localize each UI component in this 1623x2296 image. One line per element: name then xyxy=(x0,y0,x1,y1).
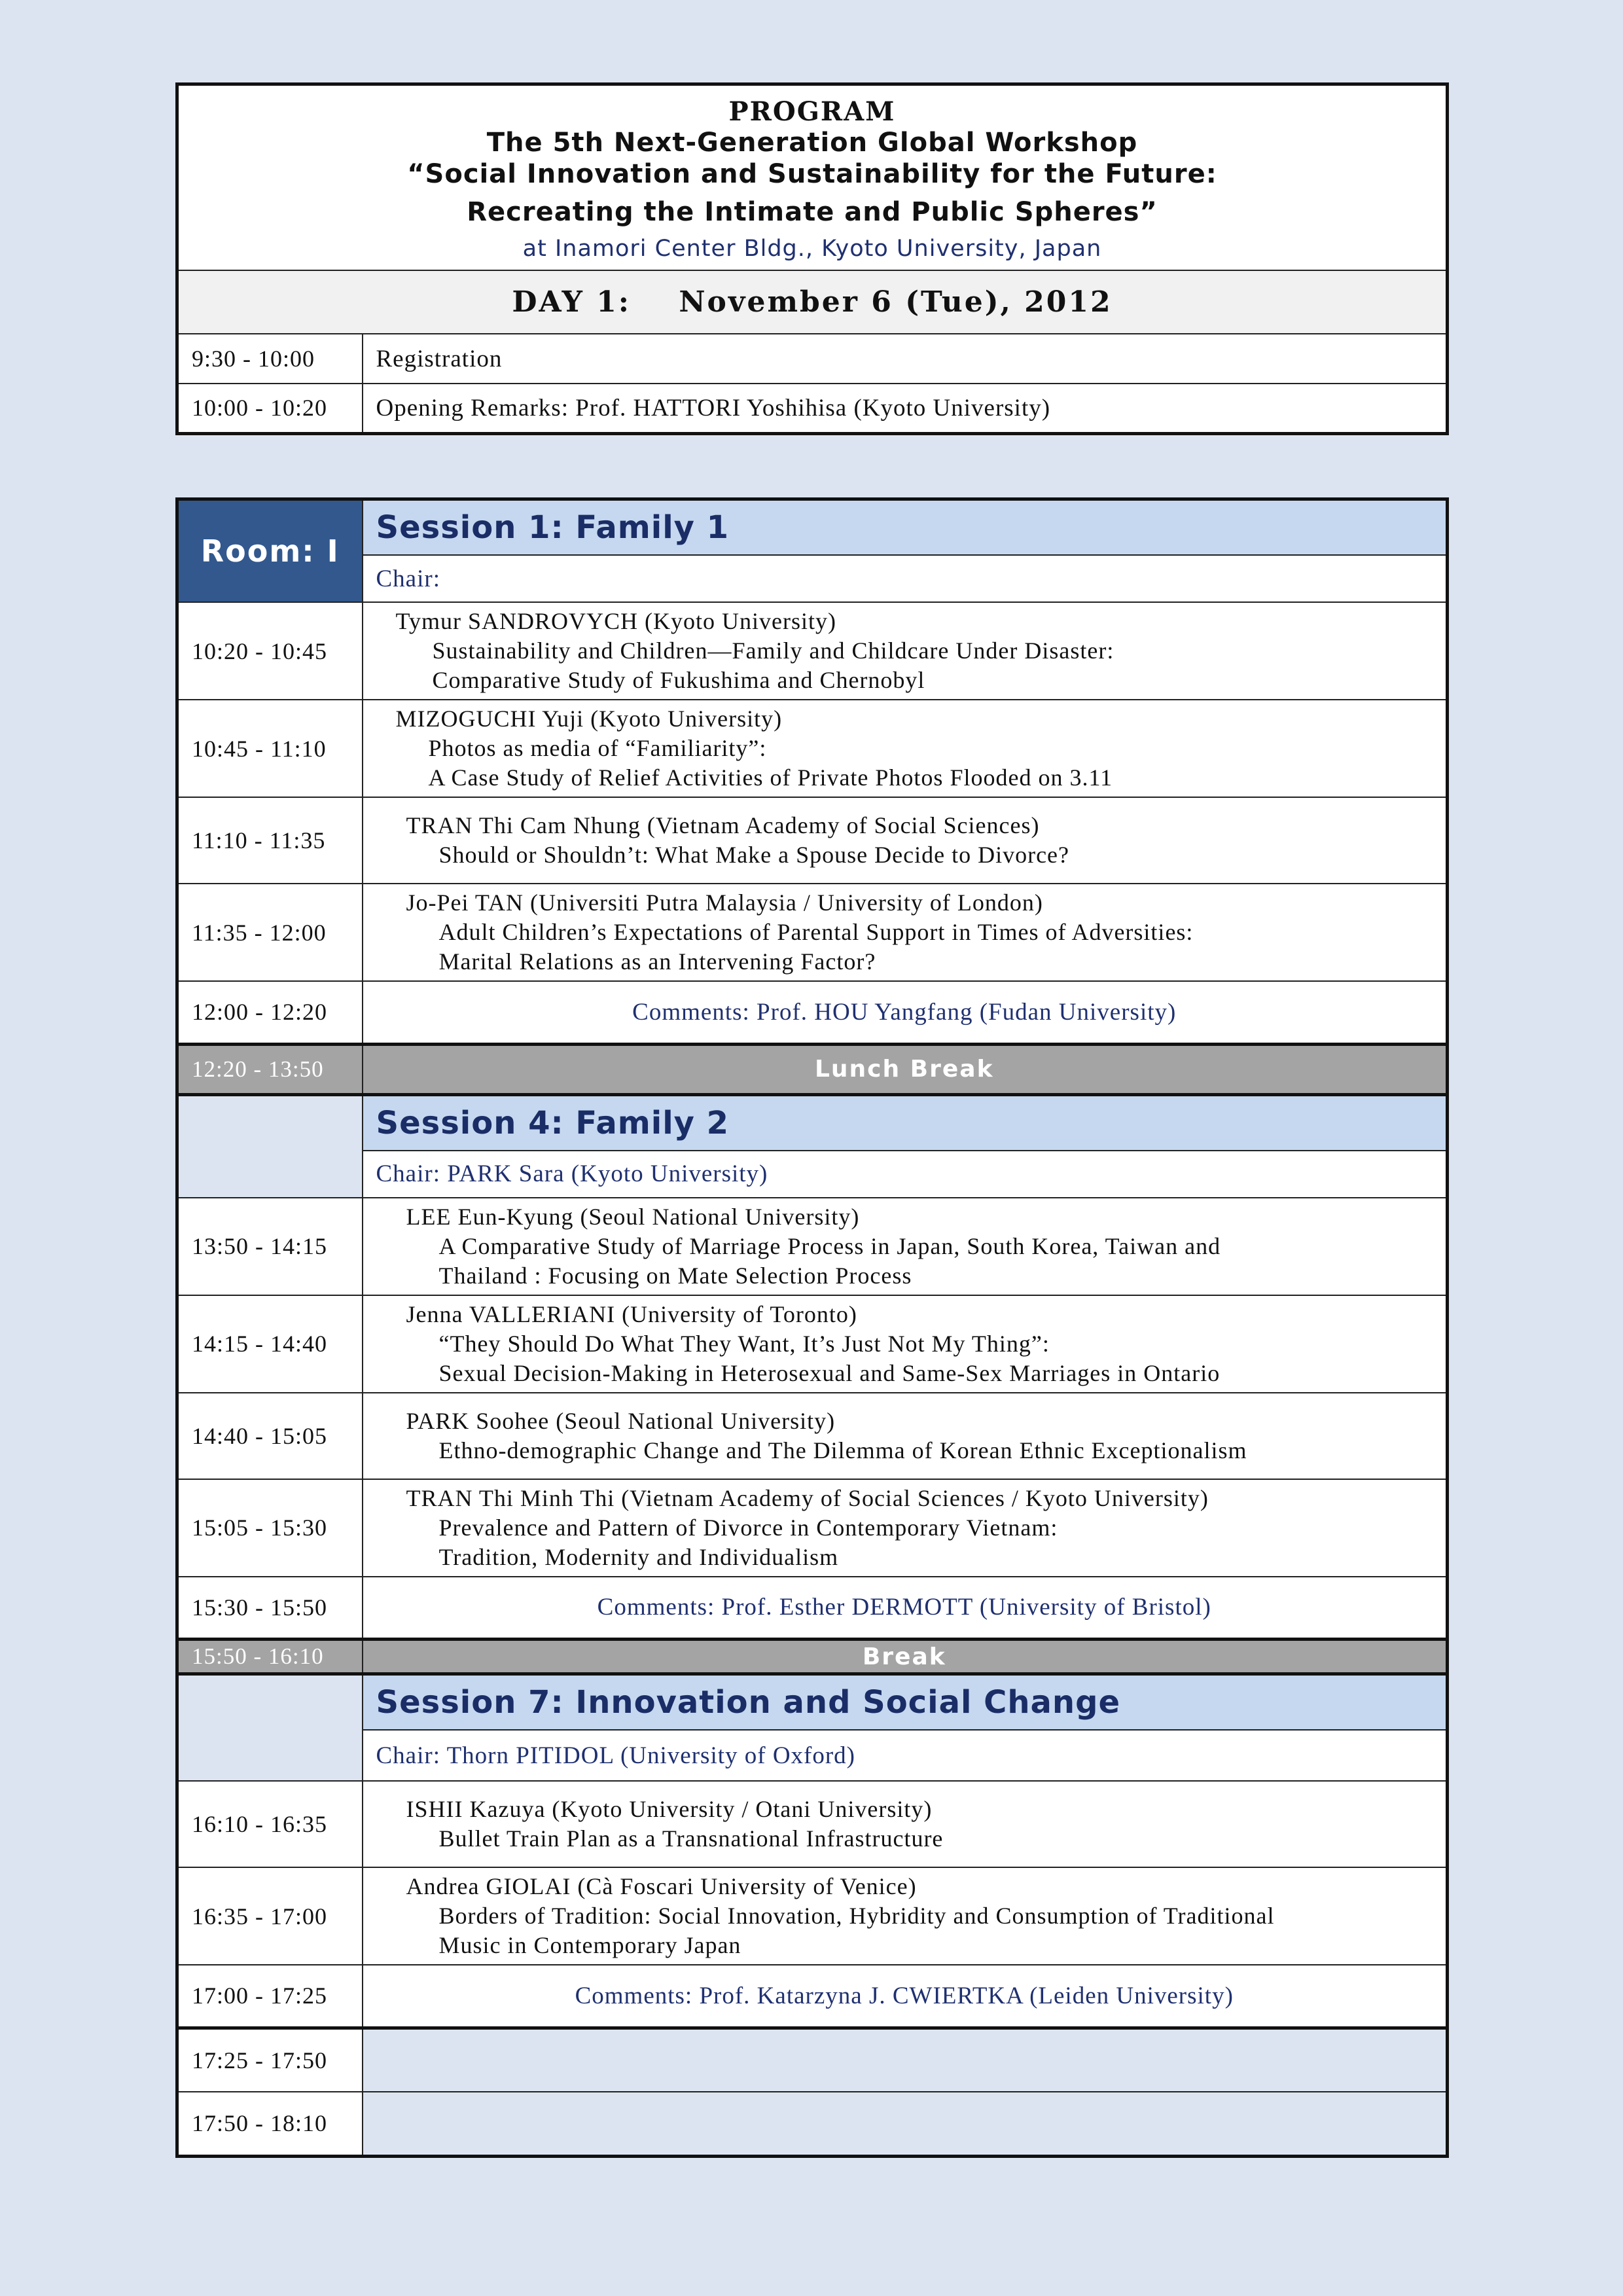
break-row xyxy=(177,1044,1448,1094)
program-title: PROGRAM xyxy=(728,96,896,127)
sessions-table xyxy=(175,497,1449,2158)
time-cell: 17:50 - 18:10 xyxy=(177,2092,363,2156)
time-cell: 14:40 - 15:05 xyxy=(177,1393,363,1479)
workshop-theme-line-1: “Social Innovation and Sustainability for the Future: xyxy=(407,159,1217,189)
time-cell: 10:00 - 10:20 xyxy=(177,384,363,433)
presenter: Tymur SANDROVYCH (Kyoto University) xyxy=(395,608,836,634)
presentation-title: Marital Relations as an Intervening Factor? xyxy=(438,948,876,975)
presenter: TRAN Thi Cam Nhung (Vietnam Academy of Social Sciences) xyxy=(406,812,1040,838)
presentation-row xyxy=(177,884,1448,981)
time-cell: 16:10 - 16:35 xyxy=(177,1781,363,1867)
presentation-title: Should or Shouldn’t: What Make a Spouse Decide to Divorce? xyxy=(438,842,1070,868)
session-title: Session 4: Family 2 xyxy=(363,1094,1448,1151)
program-header xyxy=(177,84,1448,271)
presentation-row xyxy=(177,602,1448,700)
presentation-title: Sustainability and Children—Family and Childcare Under Disaster: xyxy=(432,637,1115,664)
workshop-title: The 5th Next-Generation Global Workshop xyxy=(486,128,1138,158)
room-label: Room: I xyxy=(177,499,363,603)
presentation-title: Comparative Study of Fukushima and Chernobyl xyxy=(432,667,925,693)
time-cell: 15:05 - 15:30 xyxy=(177,1479,363,1577)
time-cell: 11:10 - 11:35 xyxy=(177,797,363,884)
comments-row xyxy=(177,1965,1448,2028)
presentation-title: Prevalence and Pattern of Divorce in Contemporary Vietnam: xyxy=(438,1514,1058,1541)
presentation-row xyxy=(177,1781,1448,1867)
presentation-row xyxy=(177,1867,1448,1965)
time-cell: 12:20 - 13:50 xyxy=(177,1044,363,1094)
time-cell: 10:20 - 10:45 xyxy=(177,602,363,700)
presentation-row xyxy=(177,1295,1448,1393)
presentation-title: Adult Children’s Expectations of Parental Support in Times of Adversities: xyxy=(438,919,1194,945)
empty-slot xyxy=(363,2028,1448,2092)
presentation-title: A Comparative Study of Marriage Process in Japan, South Korea, Taiwan and xyxy=(438,1232,1221,1259)
time-cell: 15:30 - 15:50 xyxy=(177,1577,363,1640)
presentation-title: “They Should Do What They Want, It’s Just Not My Thing”: xyxy=(438,1330,1050,1357)
presentation-title: Music in Contemporary Japan xyxy=(438,1932,741,1958)
schedule-row xyxy=(177,384,1448,433)
time-cell: 9:30 - 10:00 xyxy=(177,334,363,384)
session-chair: Chair: Thorn PITIDOL (University of Oxford) xyxy=(363,1730,1448,1781)
time-cell: 17:25 - 17:50 xyxy=(177,2028,363,2092)
session-chair: Chair: xyxy=(363,555,1448,602)
presentation-title: Photos as media of “Familiarity”: xyxy=(428,735,767,761)
presentation-row xyxy=(177,700,1448,797)
time-cell: 11:35 - 12:00 xyxy=(177,884,363,981)
break-label: Lunch Break xyxy=(363,1044,1448,1094)
presentation-title: Ethno-demographic Change and The Dilemma of Korean Ethnic Exceptionalism xyxy=(438,1437,1247,1463)
time-cell: 14:15 - 14:40 xyxy=(177,1295,363,1393)
presenter: Jenna VALLERIANI (University of Toronto) xyxy=(406,1300,857,1327)
time-cell: 15:50 - 16:10 xyxy=(177,1640,363,1674)
presenter: LEE Eun-Kyung (Seoul National University) xyxy=(406,1203,860,1230)
presenter: Jo-Pei TAN (Universiti Putra Malaysia / University of London) xyxy=(406,889,1043,916)
presentation-row xyxy=(177,1198,1448,1295)
break-row xyxy=(177,1640,1448,1674)
presenter: ISHII Kazuya (Kyoto University / Otani University) xyxy=(406,1796,933,1822)
empty-slot-row xyxy=(177,2092,1448,2156)
comments-text: Comments: Prof. HOU Yangfang (Fudan University) xyxy=(363,981,1448,1044)
workshop-theme-line-2: Recreating the Intimate and Public Spheres” xyxy=(467,197,1158,227)
event-cell: Opening Remarks: Prof. HATTORI Yoshihisa (Kyoto University) xyxy=(363,384,1448,433)
presenter: Andrea GIOLAI (Cà Foscari University of Venice) xyxy=(406,1873,917,1899)
empty-slot xyxy=(363,2092,1448,2156)
presentation-row xyxy=(177,1393,1448,1479)
time-cell: 12:00 - 12:20 xyxy=(177,981,363,1044)
break-label: Break xyxy=(363,1640,1448,1674)
presentation-row xyxy=(177,797,1448,884)
presenter: PARK Soohee (Seoul National University) xyxy=(406,1407,836,1434)
presenter: TRAN Thi Minh Thi (Vietnam Academy of Social Sciences / Kyoto University) xyxy=(406,1484,1209,1511)
room-cell-blank xyxy=(177,1094,363,1198)
time-cell: 17:00 - 17:25 xyxy=(177,1965,363,2028)
presentation-title: Tradition, Modernity and Individualism xyxy=(438,1543,839,1570)
time-cell: 16:35 - 17:00 xyxy=(177,1867,363,1965)
presentation-title: Borders of Tradition: Social Innovation, Hybridity and Consumption of Traditional xyxy=(438,1903,1275,1929)
presentation-title: A Case Study of Relief Activities of Private Photos Flooded on 3.11 xyxy=(428,764,1113,791)
session-title: Session 1: Family 1 xyxy=(363,499,1448,556)
comments-text: Comments: Prof. Esther DERMOTT (University of Bristol) xyxy=(363,1577,1448,1640)
presentation-title: Sexual Decision-Making in Heterosexual and Same-Sex Marriages in Ontario xyxy=(438,1359,1221,1386)
session-title: Session 7: Innovation and Social Change xyxy=(363,1674,1448,1731)
program-header-table xyxy=(175,82,1449,435)
presentation-row xyxy=(177,1479,1448,1577)
empty-slot-row xyxy=(177,2028,1448,2092)
presentation-title: Bullet Train Plan as a Transnational Infrastructure xyxy=(438,1825,944,1852)
time-cell: 10:45 - 11:10 xyxy=(177,700,363,797)
comments-row xyxy=(177,981,1448,1044)
presentation-title: Thailand : Focusing on Mate Selection Process xyxy=(438,1262,912,1289)
presenter: MIZOGUCHI Yuji (Kyoto University) xyxy=(395,706,783,732)
schedule-row xyxy=(177,334,1448,384)
comments-row xyxy=(177,1577,1448,1640)
workshop-venue: at Inamori Center Bldg., Kyoto University, Japan xyxy=(522,236,1102,262)
time-cell: 13:50 - 14:15 xyxy=(177,1198,363,1295)
comments-text: Comments: Prof. Katarzyna J. CWIERTKA (Leiden University) xyxy=(363,1965,1448,2028)
room-cell-blank xyxy=(177,1674,363,1782)
session-chair: Chair: PARK Sara (Kyoto University) xyxy=(363,1151,1448,1198)
day-heading: DAY 1: November 6 (Tue), 2012 xyxy=(177,270,1448,334)
event-cell: Registration xyxy=(363,334,1448,384)
